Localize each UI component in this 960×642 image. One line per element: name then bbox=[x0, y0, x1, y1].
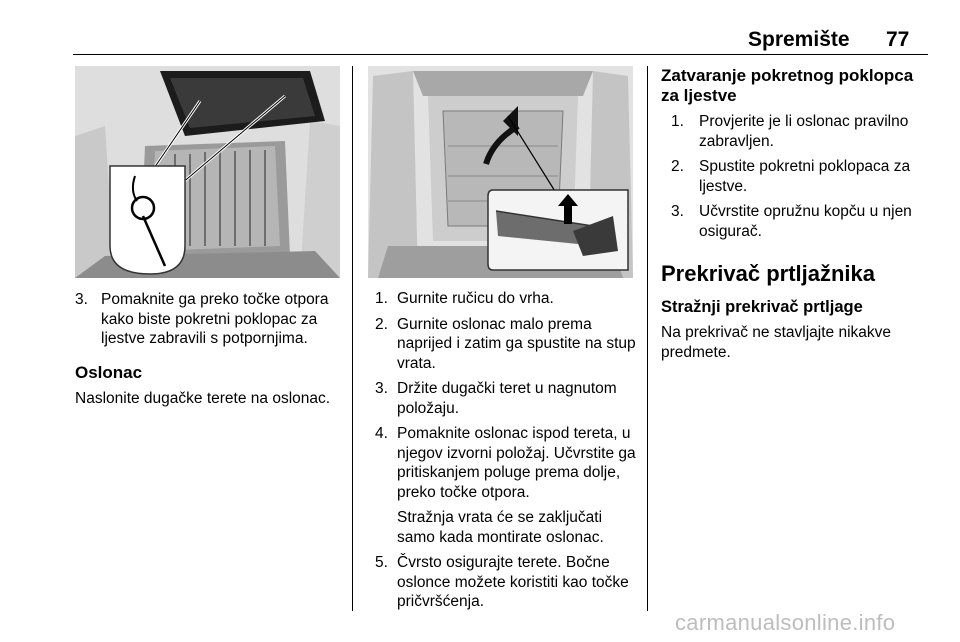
step-text: Gurnite oslonac malo prema naprijed i zatim ga spustite na stup vrata. bbox=[397, 315, 636, 372]
steps-list-left bbox=[75, 290, 343, 349]
list-item bbox=[375, 424, 637, 547]
column-middle bbox=[375, 289, 637, 618]
column-divider-1 bbox=[352, 66, 353, 611]
step-text: Čvrsto osigurajte terete. Bočne oslonce možete koristiti kao točke pričvršćenja. bbox=[397, 554, 629, 610]
steps-list-right bbox=[671, 112, 931, 241]
list-item bbox=[375, 315, 637, 374]
list-item bbox=[75, 290, 343, 349]
column-left bbox=[75, 290, 343, 408]
step-number: 3. bbox=[671, 203, 684, 220]
step-note: Stražnja vrata će se zaključati samo kada montirate oslonac. bbox=[397, 509, 604, 546]
paragraph-rear-cover: Na prekrivač ne stavljajte nikakve predmete. bbox=[661, 324, 892, 361]
watermark-text: carmanualsonline.info bbox=[675, 610, 896, 635]
step-text: Provjerite je li oslonac pravilno zabravljen. bbox=[699, 113, 909, 150]
step-text: Pomaknite ga preko točke otpora kako biste pokretni poklopac za ljestve zabravili s potpornjima. bbox=[101, 291, 329, 347]
column-divider-2 bbox=[647, 66, 648, 611]
heading-closing-ladder-flap: Zatvaranje pokretnog poklopca za ljestve bbox=[661, 66, 914, 105]
step-number: 2. bbox=[375, 315, 388, 333]
steps-list-middle bbox=[375, 289, 637, 612]
paragraph-oslonac: Naslonite dugačke terete na oslonac. bbox=[75, 389, 331, 407]
step-number: 1. bbox=[671, 113, 684, 130]
list-item bbox=[375, 289, 637, 309]
step-number: 4. bbox=[375, 425, 388, 442]
list-item bbox=[671, 157, 931, 196]
step-number: 3. bbox=[75, 291, 88, 308]
step-number: 3. bbox=[375, 380, 388, 397]
header-rule bbox=[73, 54, 928, 55]
list-item bbox=[671, 202, 931, 241]
step-text: Držite dugački teret u nagnutom položaju. bbox=[397, 380, 617, 417]
step-text: Gurnite ručicu do vrha. bbox=[397, 290, 554, 307]
step-text: Spustite pokretni poklopaca za ljestve. bbox=[699, 158, 911, 195]
subheading-rear-cover: Stražnji prekrivač prtljage bbox=[661, 298, 863, 316]
section-title-luggage-cover: Prekrivač prtljažnika bbox=[661, 261, 876, 286]
step-text: Učvrstite opružnu kopču u njen osigurač. bbox=[699, 203, 912, 240]
section-header-title: Spremište bbox=[748, 28, 850, 51]
step-number: 5. bbox=[375, 554, 388, 571]
step-text: Pomaknite oslonac ispod tereta, u njegov izvorni položaj. Učvrstite ga pritiskanjem poluge prema dolje, preko točke otpora. bbox=[397, 425, 636, 501]
step-number: 2. bbox=[671, 158, 684, 175]
heading-oslonac: Oslonac bbox=[75, 362, 143, 382]
list-item bbox=[375, 553, 637, 612]
step-number: 1. bbox=[375, 290, 388, 307]
list-item bbox=[671, 112, 931, 151]
illustration-load-support bbox=[368, 66, 633, 278]
list-item bbox=[375, 379, 637, 418]
page-number: 77 bbox=[886, 28, 910, 51]
illustration-ladder-flap bbox=[75, 66, 340, 278]
column-right bbox=[661, 66, 931, 362]
